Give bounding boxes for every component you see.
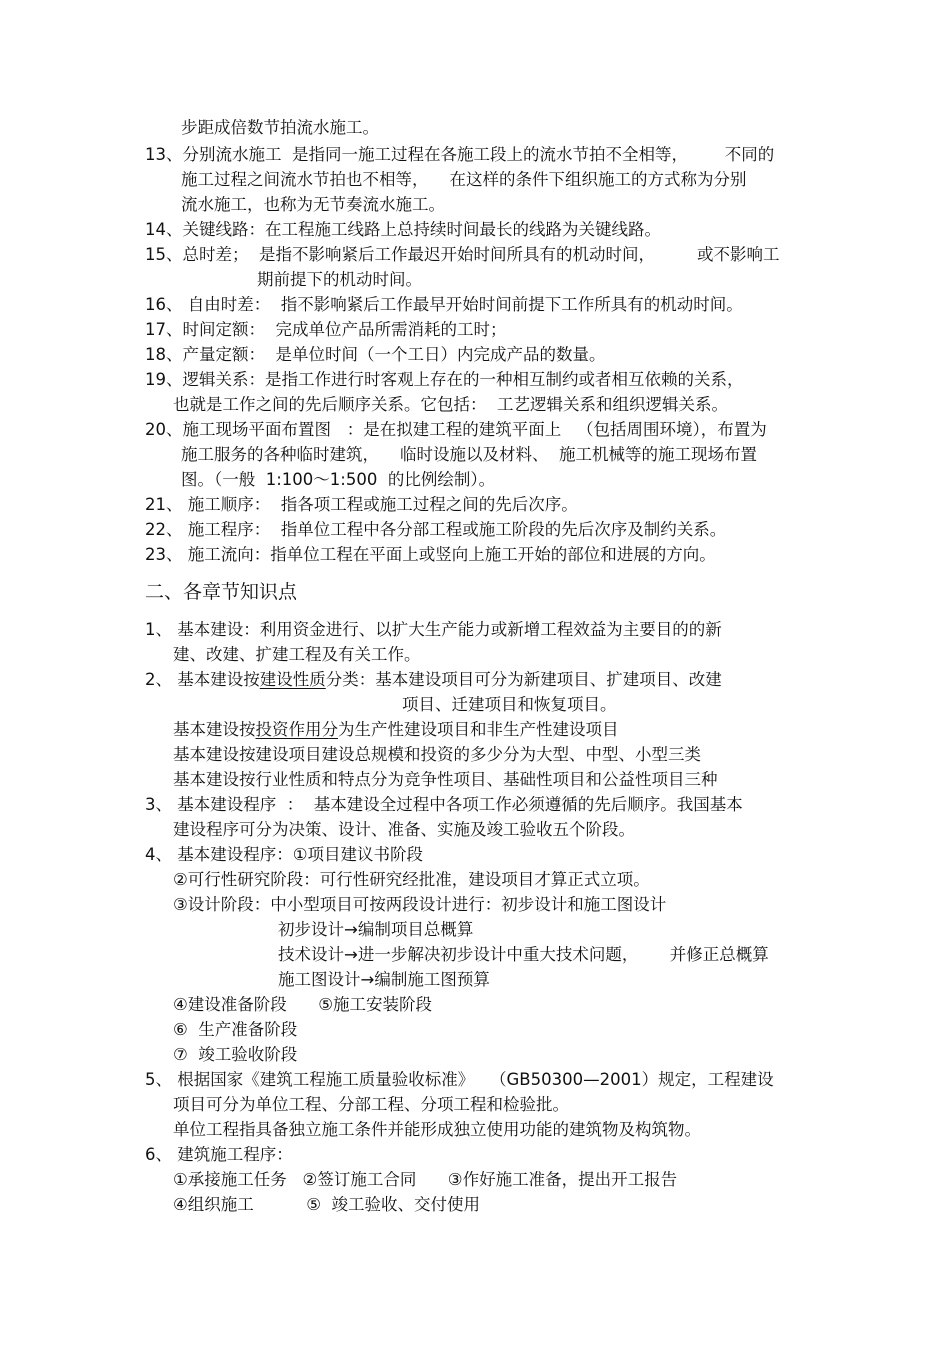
text-line: 项目可分为单位工程、分部工程、分项工程和检验批。: [173, 1095, 569, 1114]
text-line: ⑥ 生产准备阶段: [173, 1020, 298, 1039]
underlined-term: 建设性质: [259, 670, 326, 689]
text-segment: 分类：基本建设项目可分为新建项目、扩建项目、改建: [325, 670, 722, 689]
section-heading: 二、各章节知识点: [145, 581, 298, 603]
underlined-term: 投资作用分: [255, 720, 338, 739]
text-line: 15、总时差； 是指不影响紧后工作最迟开始时间所具有的机动时间， 或不影响工: [145, 245, 780, 264]
text-line: ⑦ 竣工验收阶段: [173, 1045, 298, 1064]
text-line: 基本建设按行业性质和特点分为竞争性项目、基础性项目和公益性项目三种: [173, 770, 718, 789]
text-line: 项目、迁建项目和恢复项目。: [402, 695, 617, 714]
text-line: 期前提下的机动时间。: [257, 270, 422, 289]
text-line: 基本建设按建设项目建设总规模和投资的多少分为大型、中型、小型三类: [173, 745, 701, 764]
text-line: 流水施工，也称为无节奏流水施工。: [181, 195, 445, 214]
text-line: 5、 根据国家《建筑工程施工质量验收标准》 （GB50300—2001）规定，工程建设: [145, 1070, 774, 1089]
text-line: ④建设准备阶段 ⑤施工安装阶段: [173, 995, 433, 1014]
text-line: 18、产量定额： 是单位时间（一个工日）内完成产品的数量。: [145, 345, 606, 364]
text-line: [173, 720, 619, 740]
text-line: 23、 施工流向：指单位工程在平面上或竖向上施工开始的部位和进展的方向。: [145, 545, 716, 564]
text-line: 14、关键线路：在工程施工线路上总持续时间最长的线路为关键线路。: [145, 220, 661, 239]
text-line: ②可行性研究阶段：可行性研究经批准，建设项目才算正式立项。: [173, 870, 650, 889]
text-line: ③设计阶段：中小型项目可按两段设计进行：初步设计和施工图设计: [173, 895, 667, 914]
text-line: 建、改建、扩建工程及有关工作。: [173, 645, 421, 664]
text-segment: 基本建设按: [173, 720, 256, 739]
text-line: [145, 670, 722, 690]
text-line: 4、 基本建设程序：①项目建议书阶段: [145, 845, 424, 864]
text-line: 图。（一般 1:100～1:500 的比例绘制）。: [181, 470, 496, 489]
text-line: ①承接施工任务 ②签订施工合同 ③作好施工准备，提出开工报告: [173, 1170, 678, 1189]
text-line: 19、逻辑关系：是指工作进行时客观上存在的一种相互制约或者相互依赖的关系，: [145, 370, 744, 389]
text-line: 20、施工现场平面布置图 ：是在拟建工程的建筑平面上 （包括周围环境），布置为: [145, 420, 767, 439]
text-line: 也就是工作之间的先后顺序关系。它包括： 工艺逻辑关系和组织逻辑关系。: [173, 395, 728, 414]
text-line: 单位工程指具备独立施工条件并能形成独立使用功能的建筑物及构筑物。: [173, 1120, 701, 1139]
text-line: 17、时间定额： 完成单位产品所需消耗的工时；: [145, 320, 507, 339]
text-line: 初步设计→编制项目总概算: [278, 920, 474, 939]
text-line: 13、分别流水施工 是指同一施工过程在各施工段上的流水节拍不全相等， 不同的: [145, 145, 775, 164]
text-segment: 2、 基本建设按: [145, 670, 260, 689]
text-line: 21、 施工顺序： 指各项工程或施工过程之间的先后次序。: [145, 495, 578, 514]
text-line: 1、 基本建设：利用资金进行、以扩大生产能力或新增工程效益为主要目的的新: [145, 620, 722, 639]
text-line: 施工图设计→编制施工图预算: [278, 970, 490, 989]
text-line: 6、 建筑施工程序：: [145, 1145, 293, 1164]
text-line: 16、 自由时差： 指不影响紧后工作最早开始时间前提下工作所具有的机动时间。: [145, 295, 743, 314]
text-line: 建设程序可分为决策、设计、准备、实施及竣工验收五个阶段。: [173, 820, 635, 839]
text-line: 施工过程之间流水节拍也不相等， 在这样的条件下组织施工的方式称为分别: [181, 170, 747, 189]
text-line: 步距成倍数节拍流水施工。: [181, 118, 379, 137]
text-line: ④组织施工 ⑤ 竣工验收、交付使用: [173, 1195, 481, 1214]
text-segment: 为生产性建设项目和非生产性建设项目: [338, 720, 619, 739]
text-line: 3、 基本建设程序 ： 基本建设全过程中各项工作必须遵循的先后顺序。我国基本: [145, 795, 743, 814]
text-line: 22、 施工程序： 指单位工程中各分部工程或施工阶段的先后次序及制约关系。: [145, 520, 727, 539]
text-line: 施工服务的各种临时建筑， 临时设施以及材料、 施工机械等的施工现场布置: [181, 445, 757, 464]
text-line: 技术设计→进一步解决初步设计中重大技术问题， 并修正总概算: [278, 945, 769, 964]
